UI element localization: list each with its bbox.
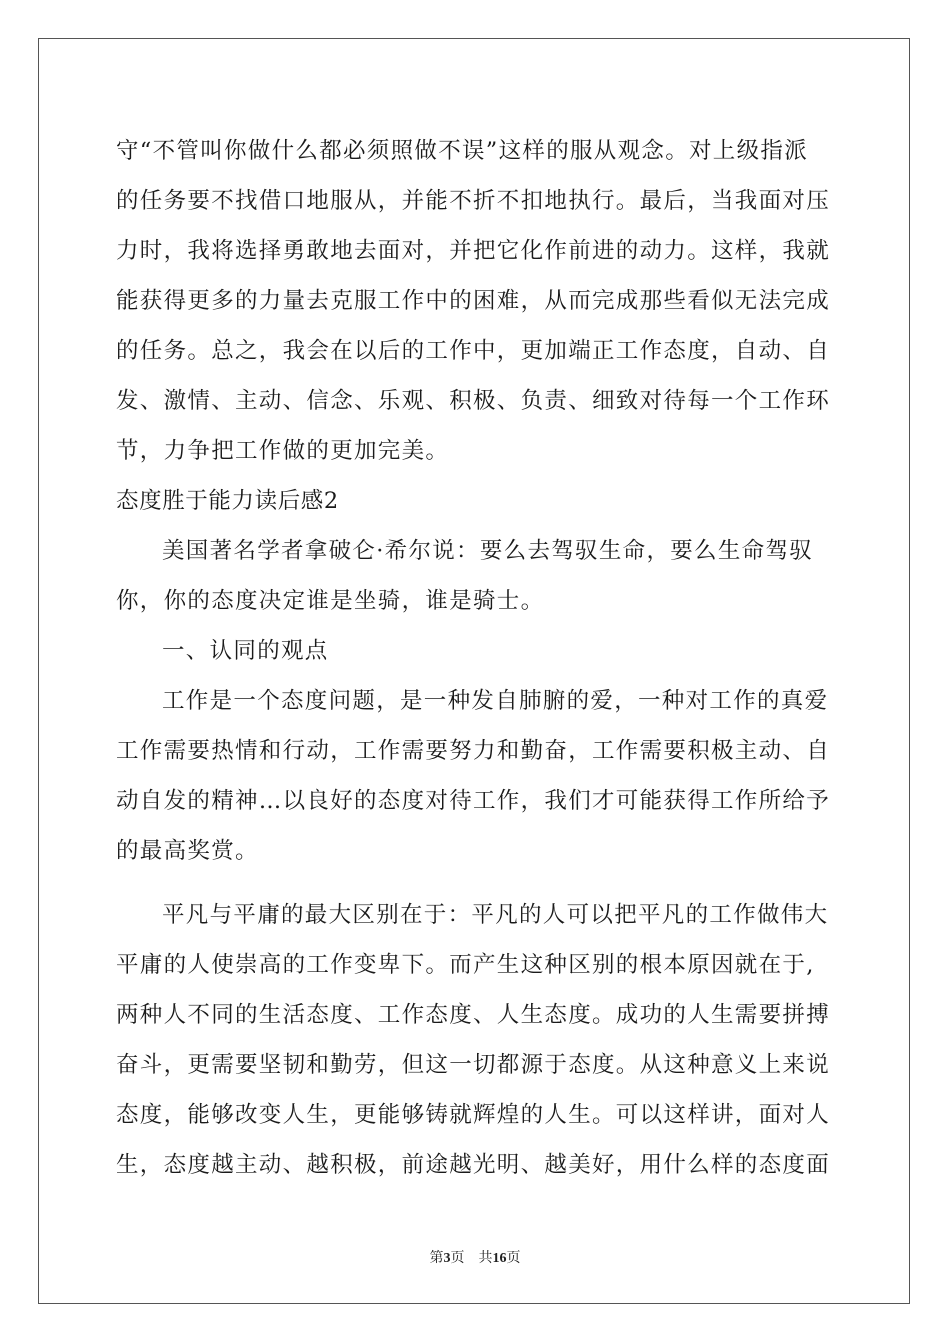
page-footer xyxy=(0,1247,950,1267)
text-line: 发、激情、主动、信念、乐观、积极、负责、细致对待每一个工作环 xyxy=(116,388,831,414)
text-line: 能获得更多的力量去克服工作中的困难，从而完成那些看似无法完成 xyxy=(116,288,831,314)
text-line: 平庸的人使崇高的工作变卑下。而产生这种区别的根本原因就在于, xyxy=(116,952,815,978)
paragraph-3 xyxy=(116,676,836,876)
text-line: 工作需要热情和行动，工作需要努力和勤奋，工作需要积极主动、自 xyxy=(116,738,831,764)
total-pages-number: 16 xyxy=(492,1251,507,1266)
text-line: 生，态度越主动、越积极，前途越光明、越美好，用什么样的态度面 xyxy=(116,1152,831,1178)
current-page-number: 3 xyxy=(443,1251,451,1266)
text-line: 的任务。总之，我会在以后的工作中，更加端正工作态度，自动、自 xyxy=(116,338,831,364)
text-line: 两种人不同的生活态度、工作态度、人生态度。成功的人生需要拼搏 xyxy=(116,1002,831,1028)
text-line: 动自发的精神…以良好的态度对待工作，我们才可能获得工作所给予 xyxy=(116,788,831,814)
paragraph-1 xyxy=(116,126,836,476)
text-line: 态度，能够改变人生，更能够铸就辉煌的人生。可以这样讲，面对人 xyxy=(116,1102,831,1128)
text-line: 节，力争把工作做的更加完美。 xyxy=(116,438,450,464)
page-prefix: 第 xyxy=(429,1251,444,1266)
subsection-heading: 一、认同的观点 xyxy=(162,638,329,664)
text-line: 奋斗，更需要坚韧和勤劳，但这一切都源于态度。从这种意义上来说 xyxy=(116,1052,831,1078)
text-line: 工作是一个态度问题，是一种发自肺腑的爱，一种对工作的真爱 xyxy=(162,688,829,714)
text-line: 力时，我将选择勇敢地去面对，并把它化作前进的动力。这样，我就 xyxy=(116,238,831,264)
page-mid: 页 共 xyxy=(450,1251,493,1266)
text-line: 你，你的态度决定谁是坐骑，谁是骑士。 xyxy=(116,588,545,614)
paragraph-4 xyxy=(116,890,836,1190)
text-line: 平凡与平庸的最大区别在于：平凡的人可以把平凡的工作做伟大 xyxy=(162,902,829,928)
text-line: 的任务要不找借口地服从，并能不折不扣地执行。最后，当我面对压 xyxy=(116,188,831,214)
text-line: 的最高奖赏。 xyxy=(116,838,259,864)
document-body xyxy=(116,126,836,1190)
text-line: 美国著名学者拿破仑·希尔说：要么去驾驭生命，要么生命驾驭 xyxy=(162,538,814,564)
paragraph-2 xyxy=(116,526,836,626)
page-suffix: 页 xyxy=(506,1251,521,1266)
text-line: 守“不管叫你做什么都必须照做不误”这样的服从观念。对上级指派 xyxy=(116,138,809,164)
section-title: 态度胜于能力读后感2 xyxy=(116,488,339,514)
